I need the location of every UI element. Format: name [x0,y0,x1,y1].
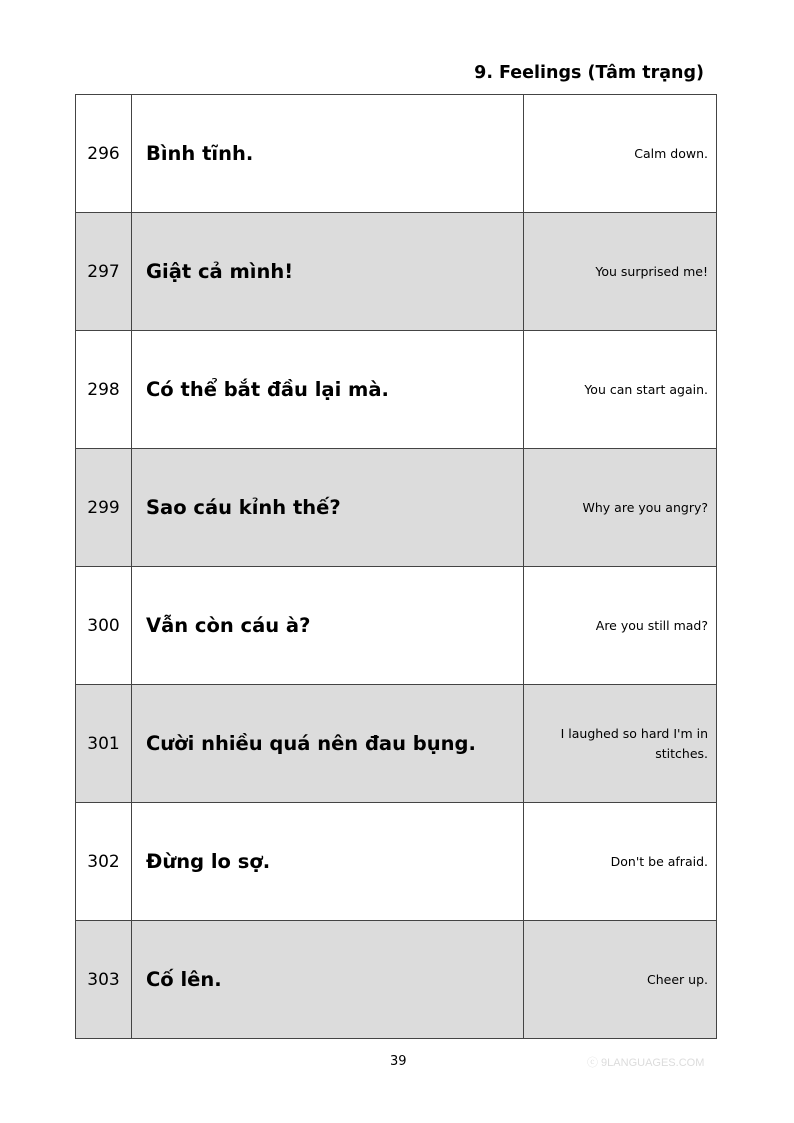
vietnamese-phrase: Cười nhiều quá nên đau bụng. [132,685,524,803]
phrase-number: 297 [76,213,132,331]
english-text: You can start again. [584,381,708,397]
english-text: I laughed so hard I'm in stitches. [560,725,708,761]
english-text: You surprised me! [595,263,708,279]
table-row [76,921,717,1039]
vietnamese-phrase: Có thể bắt đầu lại mà. [132,331,524,449]
english-translation [524,567,717,685]
vietnamese-phrase: Giật cả mình! [132,213,524,331]
english-text: Why are you angry? [582,499,708,515]
english-translation [524,803,717,921]
phrase-number: 299 [76,449,132,567]
vietnamese-phrase: Đừng lo sợ. [132,803,524,921]
section-title: 9. Feelings (Tâm trạng) [474,63,704,83]
vietnamese-phrase: Cố lên. [132,921,524,1039]
phrase-number: 298 [76,331,132,449]
english-translation [524,449,717,567]
table-row [76,213,717,331]
phrase-number: 301 [76,685,132,803]
english-text: Don't be afraid. [610,853,708,869]
english-text: Cheer up. [647,971,708,987]
english-translation [524,331,717,449]
table-row [76,685,717,803]
english-translation [524,95,717,213]
english-translation [524,213,717,331]
phrase-number: 296 [76,95,132,213]
english-text: Calm down. [634,145,708,161]
table-row [76,449,717,567]
table-row [76,331,717,449]
page-number: 39 [390,1054,407,1069]
table-row [76,567,717,685]
phrase-table [75,94,717,1039]
phrase-number: 302 [76,803,132,921]
phrase-number: 300 [76,567,132,685]
table-row [76,803,717,921]
english-translation [524,685,717,803]
table-row [76,95,717,213]
vietnamese-phrase: Vẫn còn cáu à? [132,567,524,685]
watermark: ⓒ 9LANGUAGES.COM [587,1057,705,1069]
vietnamese-phrase: Bình tĩnh. [132,95,524,213]
english-translation [524,921,717,1039]
english-text: Are you still mad? [595,617,708,633]
phrase-number: 303 [76,921,132,1039]
vietnamese-phrase: Sao cáu kỉnh thế? [132,449,524,567]
